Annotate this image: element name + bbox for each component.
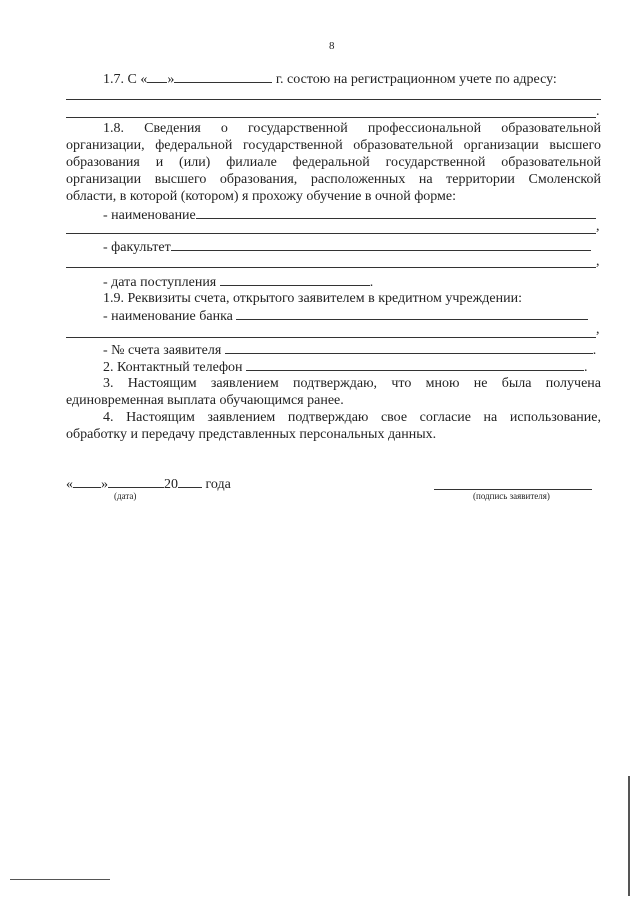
month-year-blank bbox=[174, 70, 272, 83]
signature-caption: (подпись заявителя) bbox=[473, 491, 550, 501]
item-1-7 bbox=[103, 70, 601, 88]
name-label: - наименование bbox=[103, 208, 196, 223]
item-1-7-mid: » bbox=[167, 72, 175, 87]
phone-field bbox=[103, 358, 601, 376]
faculty-blank bbox=[171, 238, 591, 251]
item-1-8-line-1: 1.8. Сведения о государственной профессиональной образовательной bbox=[103, 121, 601, 136]
item-1-8-line-2: организации, федеральной государственной образовательной организации высшего bbox=[66, 138, 601, 153]
date-caption: (дата) bbox=[114, 491, 137, 501]
name-blank-2 bbox=[66, 232, 596, 234]
phone-blank bbox=[246, 358, 584, 371]
admission-period: . bbox=[369, 275, 374, 290]
date-day-blank bbox=[73, 475, 101, 488]
bank-field bbox=[103, 307, 601, 325]
item-1-7-prefix: 1.7. С « bbox=[103, 72, 148, 87]
address-period: . bbox=[596, 104, 600, 119]
item-4-line-2: обработку и передачу представленных персональных данных. bbox=[66, 427, 437, 442]
admission-field bbox=[103, 273, 601, 291]
signature-blank bbox=[434, 488, 592, 490]
account-blank bbox=[225, 341, 593, 354]
item-1-9-line-1: 1.9. Реквизиты счета, открытого заявителем в кредитном учреждении: bbox=[103, 291, 522, 306]
year-suffix: года bbox=[202, 477, 231, 492]
scan-edge-vertical bbox=[628, 776, 630, 896]
admission-blank bbox=[220, 273, 370, 286]
bank-label: - наименование банка bbox=[103, 309, 233, 324]
name-field bbox=[103, 206, 601, 224]
phone-period: . bbox=[584, 360, 588, 375]
date-month-blank bbox=[108, 475, 164, 488]
bank-blank bbox=[236, 307, 588, 320]
name-comma: , bbox=[596, 219, 600, 234]
phone-label: 2. Контактный телефон bbox=[103, 360, 243, 375]
item-4-line-1: 4. Настоящим заявлением подтверждаю свое согласие на использование, bbox=[103, 410, 601, 425]
item-3-line-1: 3. Настоящим заявлением подтверждаю, что мною не была получена bbox=[103, 376, 601, 391]
faculty-field bbox=[103, 238, 601, 256]
year-prefix: 20 bbox=[164, 477, 178, 492]
bank-comma: , bbox=[596, 322, 600, 337]
account-label: - № счета заявителя bbox=[103, 343, 222, 358]
day-blank bbox=[147, 70, 167, 83]
page-number: 8 bbox=[329, 40, 335, 52]
address-blank-2 bbox=[66, 116, 596, 118]
account-period: . bbox=[592, 343, 597, 358]
admission-label: - дата поступления bbox=[103, 275, 217, 290]
account-field bbox=[103, 341, 601, 359]
faculty-blank-2 bbox=[66, 266, 596, 268]
date-field bbox=[66, 475, 366, 493]
faculty-label: - факультет bbox=[103, 240, 171, 255]
date-open-quote: « bbox=[66, 477, 73, 492]
scan-edge-horizontal bbox=[10, 879, 110, 880]
item-1-8-line-4: организации высшего образования, расположенных на территории Смоленской bbox=[66, 172, 601, 187]
year-blank bbox=[178, 475, 202, 488]
date-close-quote: » bbox=[101, 477, 108, 492]
faculty-comma: , bbox=[596, 254, 600, 269]
bank-blank-2 bbox=[66, 336, 596, 338]
address-blank-1 bbox=[66, 98, 601, 100]
item-1-7-suffix: г. состою на регистрационном учете по адресу: bbox=[272, 72, 557, 87]
item-1-8-line-5: области, в которой (котором) я прохожу обучение в очной форме: bbox=[66, 189, 457, 204]
name-blank bbox=[196, 206, 596, 219]
item-3-line-2: единовременная выплата обучающимся ранее. bbox=[66, 393, 344, 408]
item-1-8-line-3: образования и (или) филиале федеральной государственной образовательной bbox=[66, 155, 601, 170]
